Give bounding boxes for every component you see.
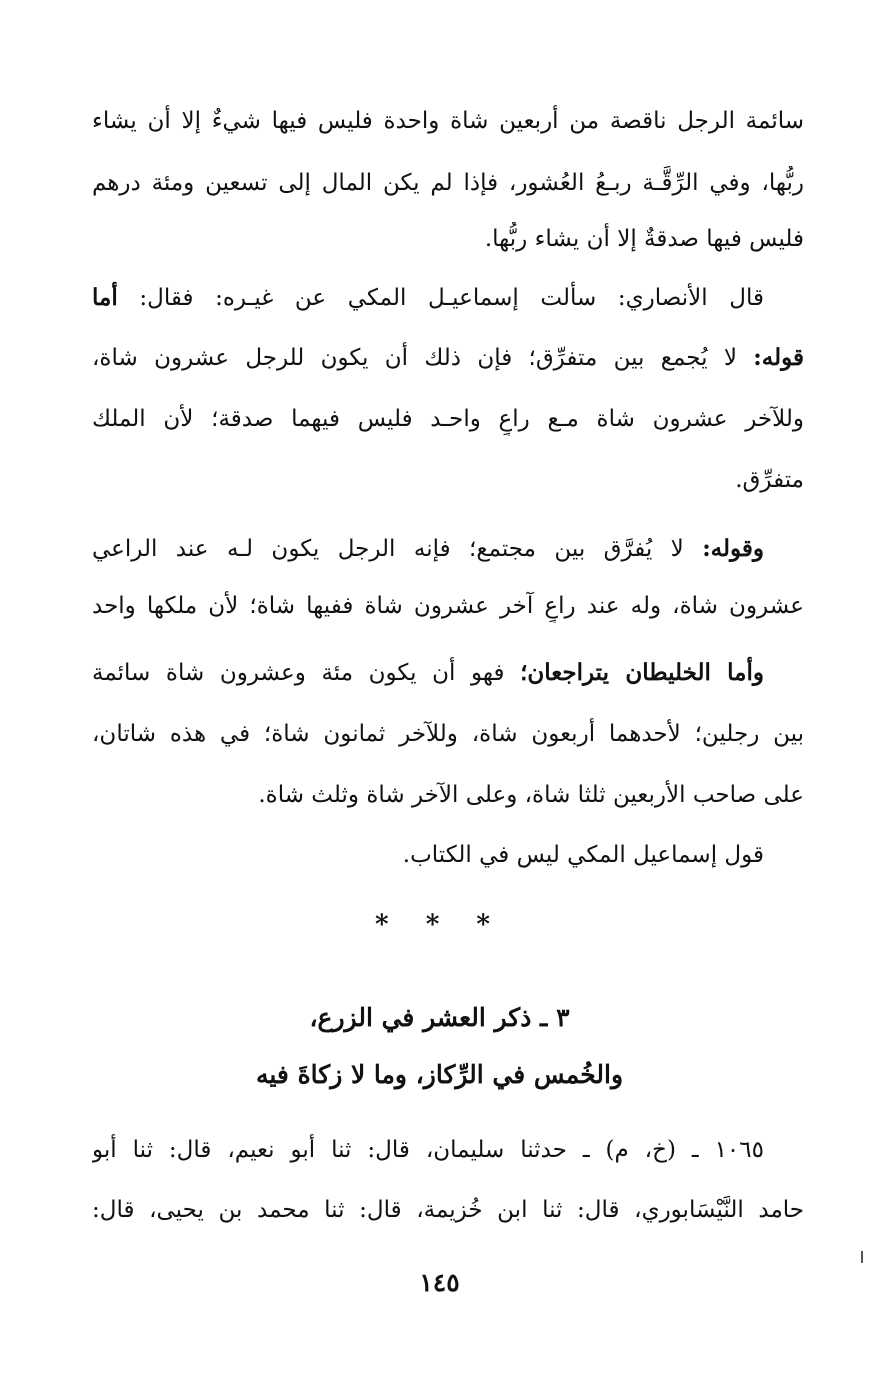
paragraph-3-line-2: عشرون شاة، وله عند راعٍ آخر عشرون شاة ففيها شاة؛ لأن ملكها واحد [92, 593, 804, 619]
paragraph-2-line-1 [92, 281, 804, 315]
paragraph-2-line-4: متفرِّق. [735, 467, 804, 493]
paragraph-3-text: لا يُفرَّق بين مجتمع؛ فإنه الرجل يكون لـه عند الراعي [92, 536, 684, 562]
scan-mark [861, 1251, 863, 1263]
paragraph-2-bold-lead: قوله: [753, 344, 804, 371]
hadith-text: ١٠٦٥ ـ (خ، م) ـ حدثنا سليمان، قال: ثنا أبو نعيم، قال: ثنا أبو [92, 1137, 764, 1163]
paragraph-4-line-3: على صاحب الأربعين ثلثا شاة، وعلى الآخر شاة وثلث شاة. [258, 782, 804, 808]
paragraph-4-text: فهو أن يكون مئة وعشرون شاة سائمة [92, 660, 505, 686]
paragraph-2-line-2 [92, 341, 804, 375]
paragraph-3-bold-lead: وقوله: [702, 535, 764, 562]
hadith-line-2: حامد النَّيْسَابوري، قال: ثنا ابن خُزيمة، قال: ثنا محمد بن يحيى، قال: [92, 1197, 804, 1223]
page-number: ١٤٥ [419, 1268, 460, 1297]
paragraph-2-line-3: وللآخر عشرون شاة مـع راعٍ واحـد فليس فيهما صدقة؛ لأن الملك [92, 406, 804, 432]
paragraph-1-line-2: ربُّها، وفي الرِّقَّـة ربـعُ العُشور، فإذا لم يكن المال إلى تسعين ومئة درهم [92, 170, 804, 196]
paragraph-2-text: قال الأنصاري: سألت إسماعيـل المكي عن غيـره: فقال: [139, 285, 764, 311]
hadith-line-1 [92, 1133, 804, 1167]
paragraph-4-line-2: بين رجلين؛ لأحدهما أربعون شاة، وللآخر ثمانون شاة؛ في هذه شاتان، [92, 721, 804, 747]
paragraph-2-text: لا يُجمع بين متفرِّق؛ فإن ذلك أن يكون للرجل عشرون شاة، [92, 345, 737, 371]
paragraph-5-text: قول إسماعيل المكي ليس في الكتاب. [402, 842, 764, 868]
paragraph-4-line-1 [92, 656, 804, 690]
section-separator: * * * [375, 910, 504, 940]
paragraph-3-line-1 [92, 532, 804, 566]
paragraph-1-line-3: فليس فيها صدقةٌ إلا أن يشاء ربُّها. [484, 226, 804, 252]
paragraph-2-bold-word: أما [92, 284, 118, 311]
paragraph-5-line-1 [92, 838, 804, 872]
paragraph-4-bold-lead: وأما الخليطان يتراجعان؛ [520, 659, 764, 686]
section-title-line-2: والخُمس في الرِّكاز، وما لا زكاةَ فيه [255, 1060, 624, 1089]
paragraph-1-line-1: سائمة الرجل ناقصة من أربعين شاة واحدة فليس فيها شيءٌ إلا أن يشاء [92, 108, 804, 134]
section-title-line-1: ٣ ـ ذكر العشر في الزرع، [309, 1003, 570, 1032]
